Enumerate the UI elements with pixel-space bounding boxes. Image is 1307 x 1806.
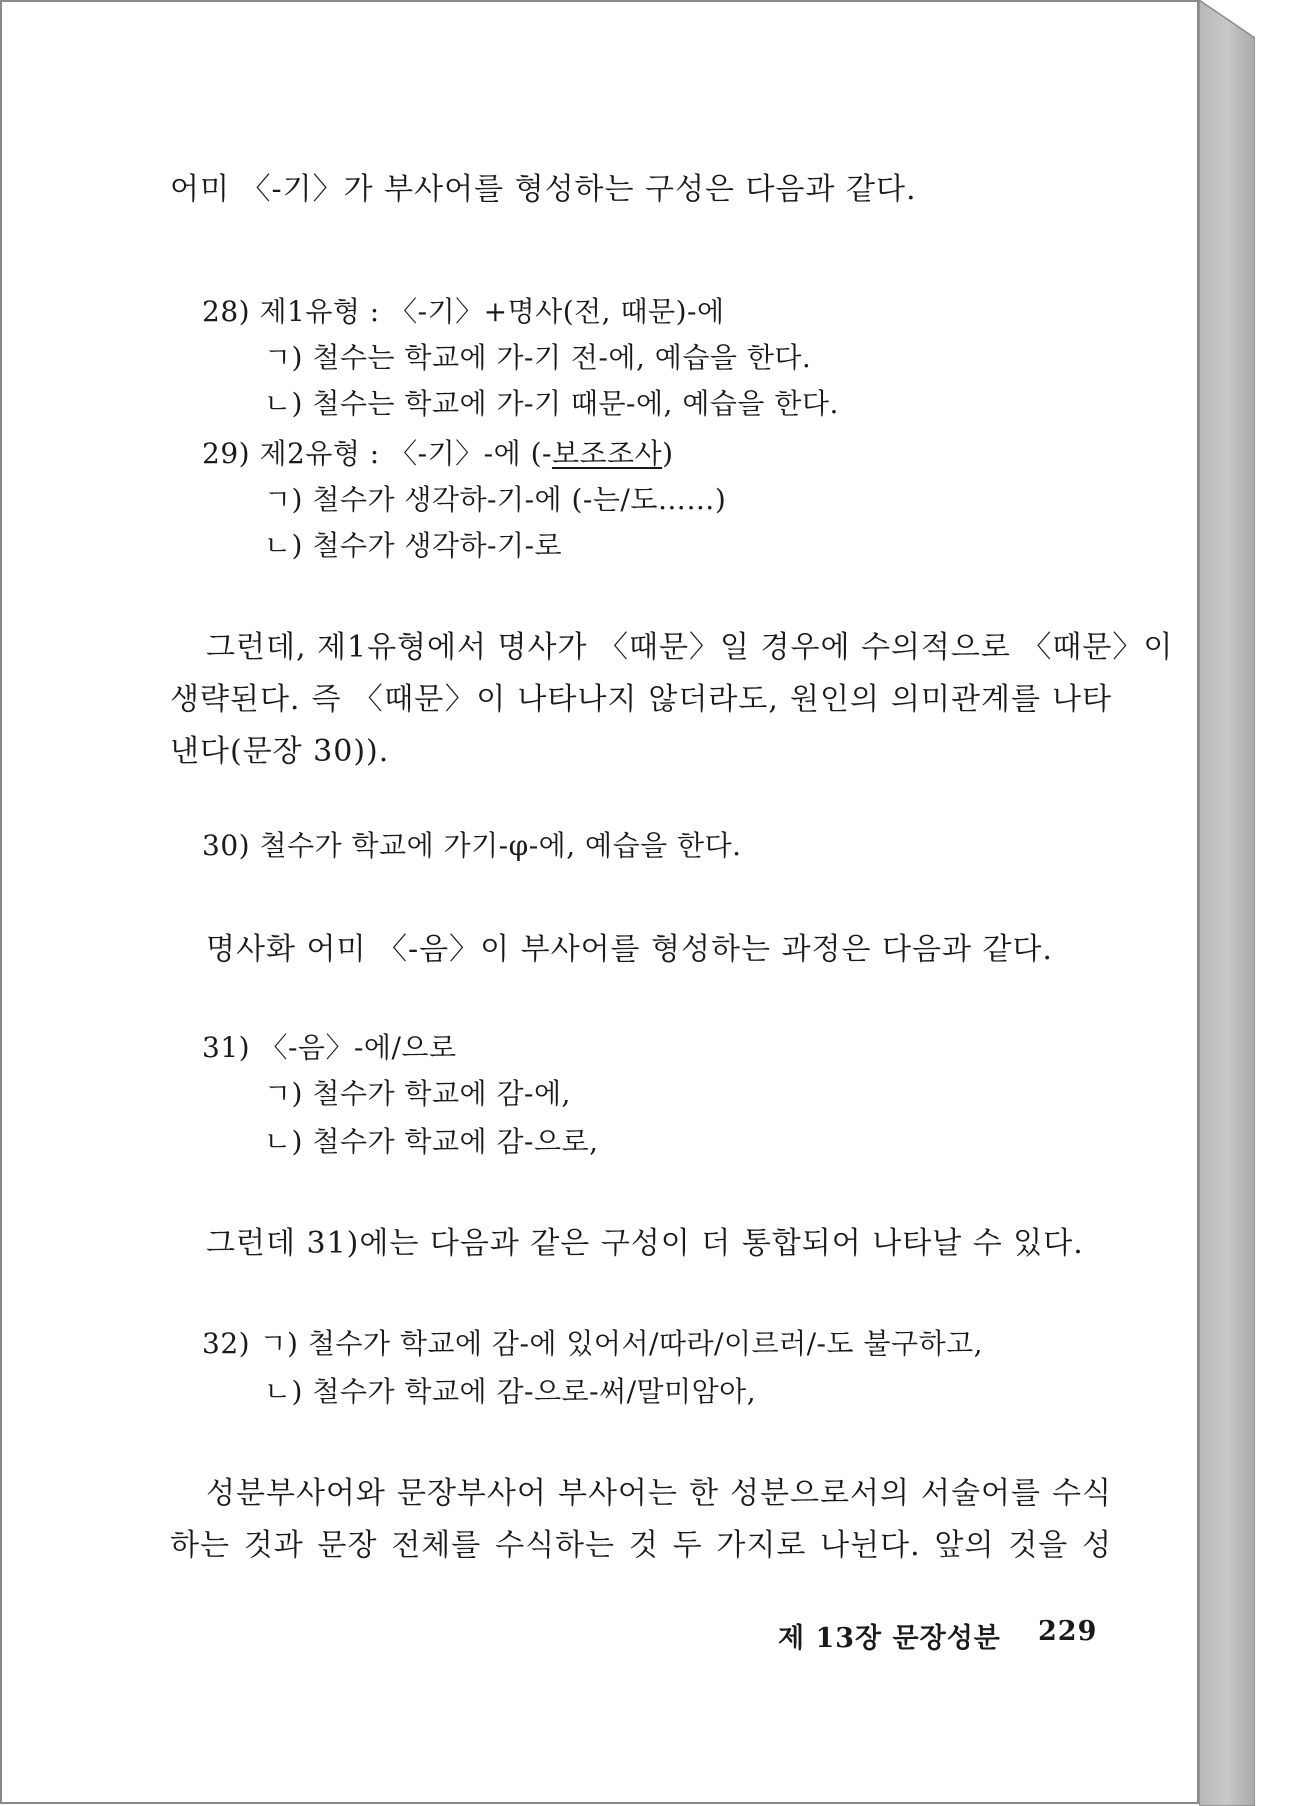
paragraph-4-line-1: 성분부사어와 문장부사어 부사어는 한 성분으로서의 서술어를 수식 bbox=[206, 1476, 1112, 1511]
paragraph-1-line-1: 그런데, 제1유형에서 명사가 〈때문〉일 경우에 수의적으로 〈때문〉이 bbox=[206, 630, 1174, 665]
example-31-b: ㄴ) 철수가 학교에 감-으로, bbox=[264, 1125, 599, 1158]
example-28-b: ㄴ) 철수는 학교에 가-기 때문-에, 예습을 한다. bbox=[264, 387, 839, 420]
example-30: 30) 철수가 학교에 가기-φ-에, 예습을 한다. bbox=[202, 829, 742, 862]
intro-line: 어미 〈-기〉가 부사어를 형성하는 구성은 다음과 같다. bbox=[170, 172, 917, 207]
example-29-head bbox=[202, 432, 674, 472]
paragraph-1-line-3: 낸다(문장 30)). bbox=[170, 734, 390, 769]
example-32-a: 32) ㄱ) 철수가 학교에 감-에 있어서/따라/이르러/-도 불구하고, bbox=[202, 1327, 984, 1360]
paragraph-2: 명사화 어미 〈-음〉이 부사어를 형성하는 과정은 다음과 같다. bbox=[206, 932, 1053, 967]
footer-chapter-title: 제 13장 문장성분 bbox=[778, 1623, 1001, 1654]
example-31-a: ㄱ) 철수가 학교에 감-에, bbox=[264, 1077, 571, 1110]
book-edge-shading bbox=[1199, 0, 1307, 1806]
paragraph-4-line-2: 하는 것과 문장 전체를 수식하는 것 두 가지로 나뉜다. 앞의 것을 성 bbox=[170, 1528, 1112, 1563]
example-29-head-suffix: ) bbox=[662, 437, 674, 470]
example-29-b: ㄴ) 철수가 생각하-기-로 bbox=[264, 529, 563, 562]
example-29-head-underlined: 보조조사 bbox=[551, 437, 663, 470]
example-32-b: ㄴ) 철수가 학교에 감-으로-써/말미암아, bbox=[264, 1375, 757, 1408]
example-31-head: 31) 〈-음〉-에/으로 bbox=[202, 1031, 457, 1064]
footer-page-number: 229 bbox=[1038, 1616, 1098, 1647]
example-28-a: ㄱ) 철수는 학교에 가-기 전-에, 예습을 한다. bbox=[264, 341, 812, 374]
example-29-a: ㄱ) 철수가 생각하-기-에 (-는/도……) bbox=[264, 483, 727, 516]
example-28-head: 28) 제1유형 : 〈-기〉+명사(전, 때문)-에 bbox=[202, 295, 725, 328]
example-29-head-prefix: 29) 제2유형 : 〈-기〉-에 (- bbox=[202, 437, 552, 470]
paragraph-3: 그런데 31)에는 다음과 같은 구성이 더 통합되어 나타날 수 있다. bbox=[206, 1226, 1084, 1261]
paragraph-1-line-2: 생략된다. 즉 〈때문〉이 나타나지 않더라도, 원인의 의미관계를 나타 bbox=[170, 682, 1112, 717]
